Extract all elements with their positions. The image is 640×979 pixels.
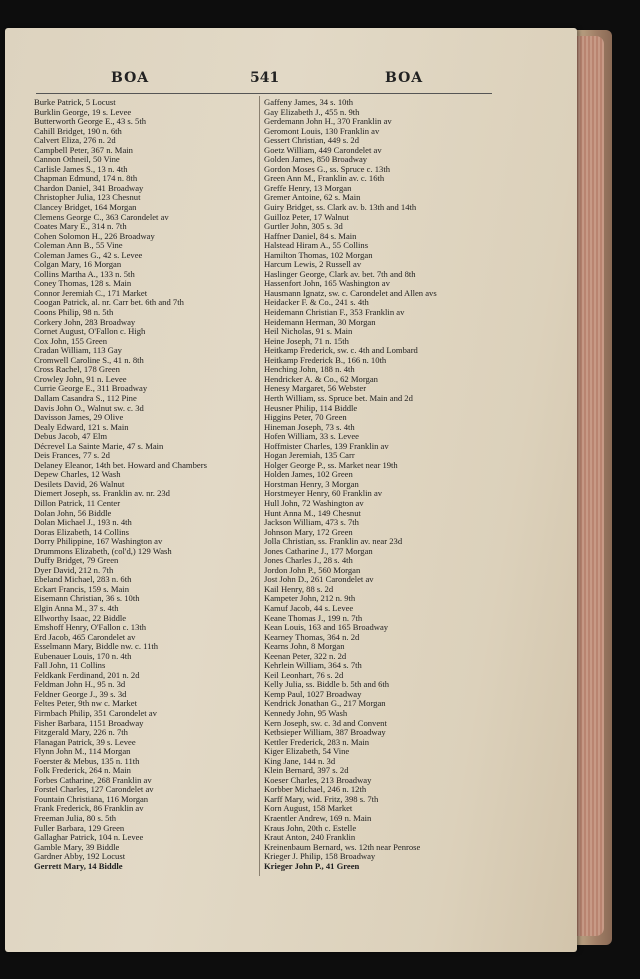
directory-entry: Coleman Ann B., 55 Vine xyxy=(34,240,123,251)
directory-entry: Kail Henry, 88 s. 2d xyxy=(264,583,334,594)
directory-entry: Flynn John M., 114 Morgan xyxy=(34,746,131,757)
directory-entry: Cannon Othneil, 50 Vine xyxy=(34,154,120,165)
directory-entry: Dealy Edward, 121 s. Main xyxy=(34,421,129,432)
directory-entry: Chapman Edmund, 174 n. 8th xyxy=(34,173,138,184)
directory-entry: Cohen Solomon H., 226 Broadway xyxy=(34,230,155,241)
directory-entry: King Jane, 144 n. 3d xyxy=(264,755,336,766)
directory-entry: Green Ann M., Franklin av. c. 16th xyxy=(264,173,385,184)
directory-entry: Feldkank Ferdinand, 201 n. 2d xyxy=(34,669,140,680)
directory-entry: Ebeland Michael, 283 n. 6th xyxy=(34,574,132,585)
directory-entry: Eckart Francis, 159 s. Main xyxy=(34,583,129,594)
directory-entry: Gerdemann John H., 370 Franklin av xyxy=(264,116,392,127)
directory-entry: Hofen William, 33 s. Levee xyxy=(264,431,359,442)
directory-entry: Hassenfort John, 165 Washington av xyxy=(264,278,390,289)
directory-entry: Henching John, 188 n. 4th xyxy=(264,364,355,375)
directory-entry: Keenan Peter, 322 n. 2d xyxy=(264,650,347,661)
directory-entry: Guilloz Peter, 17 Walnut xyxy=(264,211,349,222)
directory-entry: Campbell Peter, 367 n. Main xyxy=(34,144,133,155)
directory-entry: Heidacker F. & Co., 241 s. 4th xyxy=(264,297,369,308)
directory-entry: Greffe Henry, 13 Morgan xyxy=(264,182,352,193)
directory-entry: Feltes Peter, 9th nw c. Market xyxy=(34,698,137,709)
directory-entry: Fountain Christiana, 116 Morgan xyxy=(34,793,149,804)
directory-entry: Hamilton Thomas, 102 Morgan xyxy=(264,249,373,260)
directory-entry: Jolla Christian, ss. Franklin av. near 23d xyxy=(264,536,403,547)
directory-entry: Dallam Casandra S., 112 Pine xyxy=(34,392,137,403)
directory-entry: Kampeter John, 212 n. 9th xyxy=(264,593,356,604)
directory-entry: Erd Jacob, 465 Carondelet av xyxy=(34,631,136,642)
directory-entry: Freeman Julia, 80 s. 5th xyxy=(34,813,117,824)
directory-entry: Forstel Charles, 127 Carondelet av xyxy=(34,784,154,795)
directory-entry: Goetz William, 449 Carondelet av xyxy=(264,144,382,155)
directory-entry: Hausmann Ignatz, sw. c. Carondelet and Allen avs xyxy=(264,287,437,298)
directory-entry: Heil Nicholas, 91 s. Main xyxy=(264,326,353,337)
directory-entry: Burke Patrick, 5 Locust xyxy=(34,97,116,107)
directory-entry: Harcum Lewis, 2 Russell av xyxy=(264,259,362,270)
directory-entry: Drummons Elizabeth, (col'd,) 129 Wash xyxy=(34,545,172,556)
directory-entry: Christopher Julia, 123 Chesnut xyxy=(34,192,141,203)
directory-entry: Hull John, 72 Washington av xyxy=(264,497,364,508)
directory-entry: Horstmeyer Henry, 60 Franklin av xyxy=(264,488,383,499)
directory-entry: Elgin Anna M., 37 s. 4th xyxy=(34,602,119,613)
directory-entry: Holger George P., ss. Market near 19th xyxy=(264,459,398,470)
directory-entry: Coates Mary E., 314 n. 7th xyxy=(34,221,127,232)
directory-entry: Feldner George J., 39 s. 3d xyxy=(34,688,127,699)
directory-entry: Esselmann Mary, Biddle nw. c. 11th xyxy=(34,641,159,652)
directory-entry: Herth William, ss. Spruce bet. Main and 2d xyxy=(264,392,413,403)
directory-entry: Gardner Abby, 192 Locust xyxy=(34,851,126,862)
directory-entry: Cornet August, O'Fallon c. High xyxy=(34,326,146,337)
directory-entry: Higgins Peter, 70 Green xyxy=(264,412,347,423)
directory-entry: Kraus John, 20th c. Estelle xyxy=(264,822,357,833)
directory-entry: Kearney Thomas, 364 n. 2d xyxy=(264,631,360,642)
directory-entry: Hunt Anna M., 149 Chesnut xyxy=(264,507,361,518)
directory-entry: Butterworth George E., 43 s. 5th xyxy=(34,116,147,127)
directory-entry: Coleman James G., 42 s. Levee xyxy=(34,249,143,260)
directory-entry: Frank Frederick, 86 Franklin av xyxy=(34,803,144,814)
directory-entry: Krieger John P., 41 Green xyxy=(264,860,360,871)
directory-entry: Davis John O., Walnut sw. c. 3d xyxy=(34,402,144,413)
directory-entry: Foerster & Mebus, 135 n. 11th xyxy=(34,755,140,766)
directory-entry: Gallaghar Patrick, 104 n. Levee xyxy=(34,832,144,843)
directory-entry: Delaney Eleanor, 14th bet. Howard and Chambers xyxy=(34,459,207,470)
directory-entry: Gremer Antoine, 62 s. Main xyxy=(264,192,361,203)
page-edges xyxy=(574,36,604,936)
directory-entry: Kraentler Andrew, 169 n. Main xyxy=(264,813,372,824)
directory-entry: Koeser Charles, 213 Broadway xyxy=(264,774,372,785)
directory-entry: Kettler Frederick, 283 n. Main xyxy=(264,736,370,747)
directory-entry: Diemert Joseph, ss. Franklin av. nr. 23d xyxy=(34,488,170,499)
directory-entry: Kearns John, 8 Morgan xyxy=(264,641,345,652)
directory-entry: Golden James, 850 Broadway xyxy=(264,154,368,165)
directory-entry: Kean Louis, 163 and 165 Broadway xyxy=(264,622,389,633)
directory-entry: Krieger J. Philip, 158 Broadway xyxy=(264,851,376,862)
directory-entry: Kemp Paul, 1027 Broadway xyxy=(264,688,362,699)
directory-entry: Jost John D., 261 Carondelet av xyxy=(264,574,374,585)
directory-entry: Haslinger George, Clark av. bet. 7th and 8th xyxy=(264,268,416,279)
directory-entry: Calvert Eliza, 276 n. 2d xyxy=(34,135,116,146)
directory-entry: Heusner Philip, 114 Biddle xyxy=(264,402,358,413)
directory-entry: Carlisle James S., 13 n. 4th xyxy=(34,163,128,174)
directory-entry: Heidemann Herman, 30 Morgan xyxy=(264,316,376,327)
directory-entry: Ketbsieper William, 387 Broadway xyxy=(264,727,386,738)
directory-entry: Gessert Christian, 449 s. 2d xyxy=(264,135,360,146)
directory-entry: Gerrett Mary, 14 Biddle xyxy=(34,860,123,871)
directory-entry: Dorry Philippine, 167 Washington av xyxy=(34,536,163,547)
directory-entry: Horstman Henry, 3 Morgan xyxy=(264,478,359,489)
directory-entry: Gurtler John, 305 s. 3d xyxy=(264,221,343,232)
directory-entry: Depew Charles, 12 Wash xyxy=(34,469,121,480)
directory-entry: Coney Thomas, 128 s. Main xyxy=(34,278,132,289)
directory-entry: Desilets David, 26 Walnut xyxy=(34,478,125,489)
column-separator xyxy=(259,96,260,876)
directory-entry: Kennedy John, 95 Wash xyxy=(264,708,348,718)
directory-entry: Forbes Catharine, 268 Franklin av xyxy=(34,774,152,785)
page-header xyxy=(0,70,640,92)
directory-entry: Kelly Julia, ss. Biddle b. 5th and 6th xyxy=(264,679,390,690)
directory-entry: Heine Joseph, 71 n. 15th xyxy=(264,335,349,346)
directory-entry: Kendrick Jonathan G., 217 Morgan xyxy=(264,698,386,709)
left-column xyxy=(34,98,256,871)
directory-entry: Fuller Barbara, 129 Green xyxy=(34,822,125,833)
directory-entry: Halstead Hiram A., 55 Collins xyxy=(264,240,369,251)
directory-entry: Fisher Barbara, 1151 Broadway xyxy=(34,717,144,728)
directory-entry: Guiry Bridget, ss. Clark av. b. 13th and 14th xyxy=(264,202,417,213)
directory-entry: Collins Martha A., 133 n. 5th xyxy=(34,268,135,279)
directory-entry: Duffy Bridget, 79 Green xyxy=(34,555,119,566)
directory-entry: Cradan William, 113 Gay xyxy=(34,345,122,356)
directory-entry: Coogan Patrick, al. nr. Carr bet. 6th and 7th xyxy=(34,297,184,308)
directory-entry: Keane Thomas J., 199 n. 7th xyxy=(264,612,363,623)
directory-entry: Heitkamp Frederick, sw. c. 4th and Lombard xyxy=(264,345,418,356)
directory-entry: Clancey Bridget, 164 Morgan xyxy=(34,202,137,213)
directory-entry: Coons Philip, 98 n. 5th xyxy=(34,307,114,318)
directory-entry: Cross Rachel, 178 Green xyxy=(34,364,120,375)
directory-entry: Heitkamp Frederick B., 166 n. 10th xyxy=(264,354,387,365)
directory-entry: Cromwell Caroline S., 41 n. 8th xyxy=(34,354,144,365)
directory-entry: Davisson James, 29 Olive xyxy=(34,412,124,423)
directory-entry: Johnson Mary, 172 Green xyxy=(264,526,353,537)
directory-entry: Fitzgerald Mary, 226 n. 7th xyxy=(34,727,128,738)
directory-entry: Burklin George, 19 s. Levee xyxy=(34,106,132,117)
directory-entry: Karff Mary, wid. Fritz, 398 s. 7th xyxy=(264,793,379,804)
directory-entry: Décrevel La Sainte Marie, 47 s. Main xyxy=(34,440,164,451)
directory-entry: Korn August, 158 Market xyxy=(264,803,353,814)
directory-entry: Colgan Mary, 16 Morgan xyxy=(34,259,122,270)
directory-entry: Kehrlein William, 364 s. 7th xyxy=(264,660,362,671)
directory-entry: Kiger Elizabeth, 54 Vine xyxy=(264,746,350,757)
directory-entry: Kamuf Jacob, 44 s. Levee xyxy=(264,602,354,613)
directory-entry: Deis Frances, 77 s. 2d xyxy=(34,450,110,461)
directory-entry: Feldman John H., 95 n. 3d xyxy=(34,679,126,690)
directory-entry: Jones Charles J., 28 s. 4th xyxy=(264,555,353,566)
directory-entry: Hoffmister Charles, 139 Franklin av xyxy=(264,440,389,451)
directory-entry: Hineman Joseph, 73 s. 4th xyxy=(264,421,355,432)
directory-entry: Kraut Anton, 240 Franklin xyxy=(264,832,356,843)
directory-entry: Emshoff Henry, O'Fallon c. 13th xyxy=(34,622,147,633)
directory-entry: Dolan John, 56 Biddle xyxy=(34,507,112,518)
directory-entry: Debus Jacob, 47 Elm xyxy=(34,431,108,442)
directory-entry: Holden James, 102 Green xyxy=(264,469,353,480)
directory-entry: Corkery John, 283 Broadway xyxy=(34,316,136,327)
directory-entry: Keil Leonhart, 76 s. 2d xyxy=(264,669,344,680)
directory-entry: Gaffeny James, 34 s. 10th xyxy=(264,97,354,107)
directory-entry: Kreinenbaum Bernard, ws. 12th near Penrose xyxy=(264,841,421,852)
directory-entry: Fall John, 11 Collins xyxy=(34,660,106,671)
directory-entry: Eisemann Christian, 36 s. 10th xyxy=(34,593,140,604)
directory-entry: Heidemann Christian F., 353 Franklin av xyxy=(264,307,405,318)
directory-entry: Cahill Bridget, 190 n. 6th xyxy=(34,125,122,136)
directory-entry: Currie George E., 311 Broadway xyxy=(34,383,148,394)
directory-entry: Dolan Michael J., 193 n. 4th xyxy=(34,517,132,528)
directory-entry: Clemens George C., 363 Carondelet av xyxy=(34,211,169,222)
directory-entry: Firmbach Philip, 351 Carondelet av xyxy=(34,708,157,718)
directory-entry: Hogan Jeremiah, 135 Carr xyxy=(264,450,355,461)
directory-entry: Doras Elizabeth, 14 Collins xyxy=(34,526,129,537)
directory-entry: Geromont Louis, 130 Franklin av xyxy=(264,125,380,136)
page-number: 541 xyxy=(250,70,280,86)
directory-entry: Connor Jeremiah C., 171 Market xyxy=(34,287,148,298)
directory-entry: Ellworthy Isaac, 22 Biddle xyxy=(34,612,127,623)
directory-entry: Gay Elizabeth J., 455 n. 9th xyxy=(264,106,360,117)
header-right-guide: BOA xyxy=(385,70,424,86)
directory-entry: Eubenauer Louis, 170 n. 4th xyxy=(34,650,132,661)
directory-entry: Jones Catharine J., 177 Morgan xyxy=(264,545,373,556)
directory-entry: Kern Joseph, sw. c. 3d and Convent xyxy=(264,717,387,728)
directory-entry: Crowley John, 91 n. Levee xyxy=(34,373,127,384)
directory-entry: Folk Frederick, 264 n. Main xyxy=(34,765,131,776)
directory-entry: Jordon John P., 560 Morgan xyxy=(264,564,361,575)
directory-entry: Cox John, 155 Green xyxy=(34,335,108,346)
directory-entry: Hendricker A. & Co., 62 Morgan xyxy=(264,373,378,384)
directory-entry: Gordon Moses G., ss. Spruce c. 13th xyxy=(264,163,391,174)
directory-entry: Chardon Daniel, 341 Broadway xyxy=(34,182,144,193)
right-column xyxy=(264,98,496,871)
directory-entry: Klein Bernard, 397 s. 2d xyxy=(264,765,349,776)
directory-entry: Gamble Mary, 39 Biddle xyxy=(34,841,120,852)
directory-entry: Flanagan Patrick, 39 s. Levee xyxy=(34,736,136,747)
directory-entry: Dillon Patrick, 11 Center xyxy=(34,497,121,508)
header-rule xyxy=(36,93,492,94)
directory-entry: Dyer David, 212 n. 7th xyxy=(34,564,114,575)
directory-entry: Henesy Margaret, 56 Webster xyxy=(264,383,367,394)
header-left-guide: BOA xyxy=(111,70,150,86)
directory-entry: Korbber Michael, 246 n. 12th xyxy=(264,784,367,795)
directory-entry: Haffner Daniel, 84 s. Main xyxy=(264,230,357,241)
directory-entry: Jackson William, 473 s. 7th xyxy=(264,517,359,528)
